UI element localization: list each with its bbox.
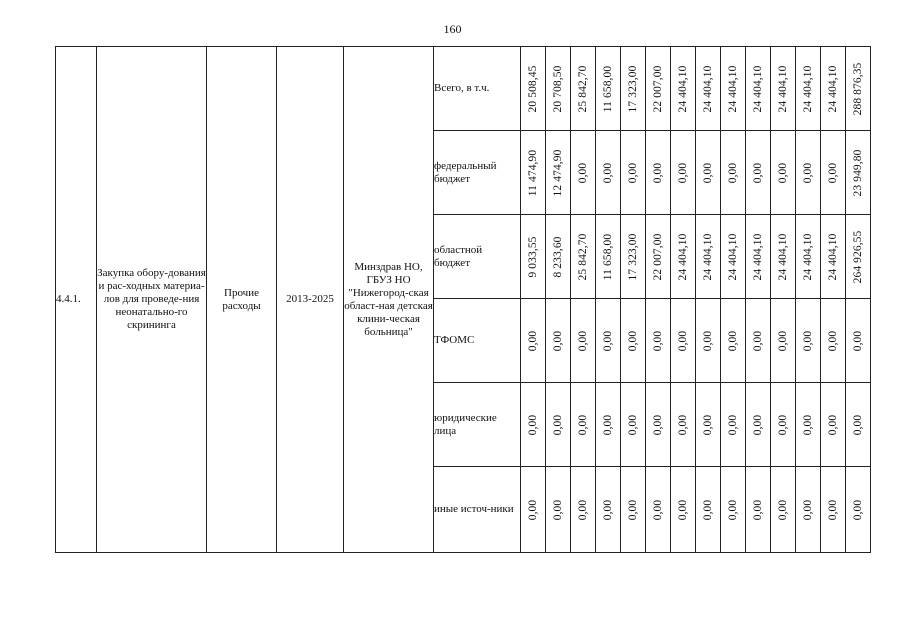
value-text: 20 508,45 xyxy=(527,65,539,112)
year-value-cell xyxy=(821,215,846,299)
value-text: 0,00 xyxy=(777,414,789,435)
year-value-cell xyxy=(821,467,846,553)
value-text: 0,00 xyxy=(602,162,614,183)
value-text: 0,00 xyxy=(852,330,864,351)
total-value-cell xyxy=(846,131,871,215)
value-text: 22 007,00 xyxy=(652,65,664,112)
year-value-cell xyxy=(596,467,621,553)
total-value-cell xyxy=(846,299,871,383)
executor: Минздрав НО, ГБУЗ НО "Нижегород-ская област-ная детская клини-ческая больница" xyxy=(344,47,434,553)
value-text: 24 404,10 xyxy=(677,233,689,280)
value-text: 20 708,50 xyxy=(552,65,564,112)
funding-source-label: Всего, в т.ч. xyxy=(434,47,521,131)
year-value-cell xyxy=(821,131,846,215)
year-value-cell xyxy=(596,383,621,467)
value-text: 0,00 xyxy=(677,330,689,351)
value-text: 0,00 xyxy=(627,330,639,351)
value-text: 0,00 xyxy=(577,414,589,435)
year-value-cell xyxy=(671,131,696,215)
value-text: 0,00 xyxy=(827,414,839,435)
value-text: 0,00 xyxy=(752,414,764,435)
funding-source-label: областной бюджет xyxy=(434,215,521,299)
year-value-cell xyxy=(721,215,746,299)
year-value-cell xyxy=(696,215,721,299)
year-value-cell xyxy=(746,467,771,553)
year-value-cell xyxy=(546,383,571,467)
page-number: 160 xyxy=(443,22,462,36)
value-text: 0,00 xyxy=(777,330,789,351)
value-text: 0,00 xyxy=(752,162,764,183)
value-text: 24 404,10 xyxy=(677,65,689,112)
value-text: 24 404,10 xyxy=(727,65,739,112)
year-value-cell xyxy=(521,47,546,131)
year-value-cell xyxy=(771,299,796,383)
year-value-cell xyxy=(546,131,571,215)
value-text: 24 404,10 xyxy=(777,65,789,112)
year-value-cell xyxy=(696,467,721,553)
value-text: 0,00 xyxy=(652,499,664,520)
year-value-cell xyxy=(821,383,846,467)
value-text: 0,00 xyxy=(677,162,689,183)
year-value-cell xyxy=(671,299,696,383)
year-value-cell xyxy=(796,131,821,215)
budget-table-body xyxy=(56,47,871,553)
value-text: 0,00 xyxy=(627,162,639,183)
year-value-cell xyxy=(571,467,596,553)
year-value-cell xyxy=(821,299,846,383)
year-value-cell xyxy=(796,299,821,383)
year-value-cell xyxy=(671,47,696,131)
value-text: 0,00 xyxy=(527,499,539,520)
value-text: 24 404,10 xyxy=(752,65,764,112)
year-value-cell xyxy=(546,467,571,553)
value-text: 0,00 xyxy=(752,330,764,351)
value-text: 0,00 xyxy=(802,414,814,435)
year-value-cell xyxy=(646,131,671,215)
year-value-cell xyxy=(796,47,821,131)
value-text: 0,00 xyxy=(702,414,714,435)
expense-type: Прочие расходы xyxy=(207,47,277,553)
value-text: 17 323,00 xyxy=(627,65,639,112)
year-value-cell xyxy=(746,383,771,467)
funding-source-label: ТФОМС xyxy=(434,299,521,383)
funding-source-label: федеральный бюджет xyxy=(434,131,521,215)
value-text: 22 007,00 xyxy=(652,233,664,280)
year-value-cell xyxy=(696,47,721,131)
year-value-cell xyxy=(521,383,546,467)
implementation-period: 2013-2025 xyxy=(277,47,344,553)
value-text: 0,00 xyxy=(727,330,739,351)
year-value-cell xyxy=(821,47,846,131)
year-value-cell xyxy=(571,131,596,215)
year-value-cell xyxy=(596,131,621,215)
year-value-cell xyxy=(796,467,821,553)
value-text: 0,00 xyxy=(827,330,839,351)
value-text: 24 404,10 xyxy=(777,233,789,280)
value-text: 8 233,60 xyxy=(552,235,564,278)
year-value-cell xyxy=(621,299,646,383)
value-text: 0,00 xyxy=(602,499,614,520)
value-text: 0,00 xyxy=(727,499,739,520)
value-text: 0,00 xyxy=(577,330,589,351)
value-text: 24 404,10 xyxy=(752,233,764,280)
activity-code: 4.4.1. xyxy=(56,47,97,553)
budget-table xyxy=(55,46,871,553)
year-value-cell xyxy=(746,299,771,383)
value-text: 25 842,70 xyxy=(577,65,589,112)
value-text: 24 404,10 xyxy=(727,233,739,280)
year-value-cell xyxy=(721,131,746,215)
year-value-cell xyxy=(646,299,671,383)
year-value-cell xyxy=(771,215,796,299)
year-value-cell xyxy=(521,131,546,215)
value-text: 0,00 xyxy=(827,162,839,183)
value-text: 17 323,00 xyxy=(627,233,639,280)
value-text: 0,00 xyxy=(552,330,564,351)
value-text: 9 033,55 xyxy=(527,235,539,278)
value-text: 0,00 xyxy=(527,330,539,351)
value-text: 0,00 xyxy=(727,162,739,183)
year-value-cell xyxy=(596,47,621,131)
funding-source-row xyxy=(56,47,871,131)
value-text: 0,00 xyxy=(777,162,789,183)
year-value-cell xyxy=(771,131,796,215)
value-text: 24 404,10 xyxy=(827,233,839,280)
year-value-cell xyxy=(546,299,571,383)
value-text: 0,00 xyxy=(852,499,864,520)
activity-name: Закупка обору-дования и рас-ходных материа-лов для проведе-ния неонатально-го скрининга xyxy=(97,47,207,553)
value-text: 24 404,10 xyxy=(702,233,714,280)
year-value-cell xyxy=(621,215,646,299)
value-text: 264 926,55 xyxy=(852,230,864,283)
value-text: 0,00 xyxy=(577,499,589,520)
year-value-cell xyxy=(646,383,671,467)
year-value-cell xyxy=(621,131,646,215)
year-value-cell xyxy=(671,383,696,467)
value-text: 24 404,10 xyxy=(702,65,714,112)
year-value-cell xyxy=(546,47,571,131)
value-text: 0,00 xyxy=(577,162,589,183)
value-text: 24 404,10 xyxy=(802,233,814,280)
funding-source-label: иные источ-ники xyxy=(434,467,521,553)
year-value-cell xyxy=(546,215,571,299)
value-text: 0,00 xyxy=(677,414,689,435)
value-text: 0,00 xyxy=(677,499,689,520)
year-value-cell xyxy=(646,215,671,299)
total-value-cell xyxy=(846,215,871,299)
value-text: 0,00 xyxy=(827,499,839,520)
value-text: 0,00 xyxy=(527,414,539,435)
value-text: 0,00 xyxy=(752,499,764,520)
value-text: 12 474,90 xyxy=(552,149,564,196)
year-value-cell xyxy=(696,131,721,215)
year-value-cell xyxy=(721,299,746,383)
year-value-cell xyxy=(571,215,596,299)
value-text: 0,00 xyxy=(702,499,714,520)
year-value-cell xyxy=(521,467,546,553)
value-text: 0,00 xyxy=(777,499,789,520)
year-value-cell xyxy=(596,215,621,299)
year-value-cell xyxy=(571,47,596,131)
year-value-cell xyxy=(696,299,721,383)
value-text: 0,00 xyxy=(802,330,814,351)
year-value-cell xyxy=(646,467,671,553)
year-value-cell xyxy=(771,383,796,467)
year-value-cell xyxy=(721,383,746,467)
year-value-cell xyxy=(621,383,646,467)
year-value-cell xyxy=(671,467,696,553)
year-value-cell xyxy=(621,467,646,553)
value-text: 0,00 xyxy=(852,414,864,435)
year-value-cell xyxy=(621,47,646,131)
value-text: 288 876,35 xyxy=(852,62,864,115)
year-value-cell xyxy=(746,215,771,299)
value-text: 0,00 xyxy=(702,162,714,183)
year-value-cell xyxy=(796,215,821,299)
value-text: 11 474,90 xyxy=(527,149,539,196)
value-text: 0,00 xyxy=(652,414,664,435)
year-value-cell xyxy=(571,299,596,383)
year-value-cell xyxy=(521,299,546,383)
value-text: 0,00 xyxy=(627,499,639,520)
total-value-cell xyxy=(846,47,871,131)
year-value-cell xyxy=(696,383,721,467)
year-value-cell xyxy=(746,47,771,131)
value-text: 0,00 xyxy=(552,499,564,520)
value-text: 0,00 xyxy=(652,330,664,351)
year-value-cell xyxy=(721,467,746,553)
year-value-cell xyxy=(571,383,596,467)
value-text: 0,00 xyxy=(727,414,739,435)
value-text: 0,00 xyxy=(802,162,814,183)
year-value-cell xyxy=(771,467,796,553)
value-text: 24 404,10 xyxy=(802,65,814,112)
year-value-cell xyxy=(646,47,671,131)
value-text: 0,00 xyxy=(602,330,614,351)
value-text: 24 404,10 xyxy=(827,65,839,112)
year-value-cell xyxy=(521,215,546,299)
year-value-cell xyxy=(671,215,696,299)
funding-source-label: юридические лица xyxy=(434,383,521,467)
total-value-cell xyxy=(846,467,871,553)
value-text: 0,00 xyxy=(702,330,714,351)
total-value-cell xyxy=(846,383,871,467)
value-text: 0,00 xyxy=(602,414,614,435)
value-text: 25 842,70 xyxy=(577,233,589,280)
year-value-cell xyxy=(771,47,796,131)
year-value-cell xyxy=(596,299,621,383)
value-text: 11 658,00 xyxy=(602,65,614,112)
value-text: 11 658,00 xyxy=(602,233,614,280)
value-text: 0,00 xyxy=(802,499,814,520)
value-text: 23 949,80 xyxy=(852,149,864,196)
year-value-cell xyxy=(796,383,821,467)
year-value-cell xyxy=(746,131,771,215)
value-text: 0,00 xyxy=(627,414,639,435)
value-text: 0,00 xyxy=(652,162,664,183)
value-text: 0,00 xyxy=(552,414,564,435)
year-value-cell xyxy=(721,47,746,131)
